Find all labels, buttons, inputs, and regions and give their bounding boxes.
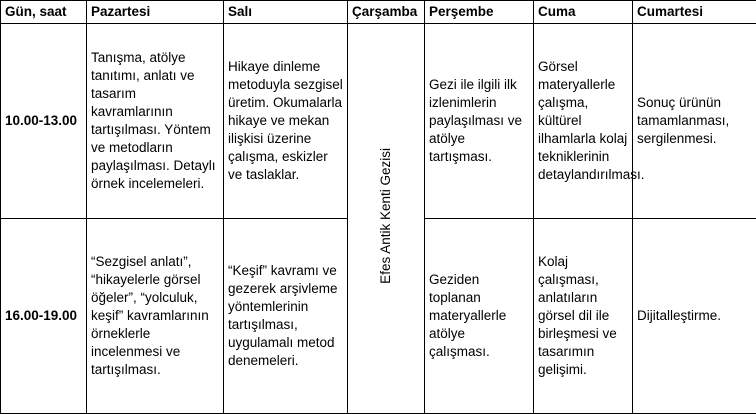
- time-slot-morning: 10.00-13.00: [1, 24, 87, 219]
- header-row: [1, 1, 756, 24]
- cell-sali-morning: Hikaye dinleme metoduyla sezgisel üretim. Okumalarla hikaye ve mekan ilişkisi üzerine çalışma, eskizler ve taslaklar.: [224, 24, 348, 219]
- cell-cuma-afternoon: Kolaj çalışması, anlatıların görsel dil ile birleşmesi ve tasarımın gelişimi.: [534, 219, 633, 414]
- cell-cumartesi-morning: Sonuç ürünün tamamlanması, sergilenmesi.: [633, 24, 756, 219]
- time-slot-afternoon: 16.00-19.00: [1, 219, 87, 414]
- cell-cuma-morning: Görsel materyallerle çalışma, kültürel ilhamlarla kolaj tekniklerinin detaylandırılması.: [534, 24, 633, 219]
- header-persembe: Perşembe: [425, 1, 534, 24]
- header-cuma: Cuma: [534, 1, 633, 24]
- carsamba-trip-text: Efes Antik Kenti Gezisi: [377, 148, 395, 284]
- schedule-row-morning: [1, 24, 756, 219]
- cell-persembe-afternoon: Geziden toplanan materyallerle atölye çalışması.: [425, 219, 534, 414]
- header-pazartesi: Pazartesi: [87, 1, 224, 24]
- header-sali: Salı: [224, 1, 348, 24]
- cell-pazartesi-morning: Tanışma, atölye tanıtımı, anlatı ve tasarım kavramlarının tartışılması. Yöntem ve metodların paylaşılması. Detaylı örnek incelemeleri.: [87, 24, 224, 219]
- header-cumartesi: Cumartesi: [633, 1, 756, 24]
- cell-pazartesi-afternoon: “Sezgisel anlatı”, “hikayelerle görsel öğeler”, “yolculuk, keşif” kavramlarının örneklerle incelenmesi ve tartışılması.: [87, 219, 224, 414]
- header-carsamba: Çarşamba: [348, 1, 425, 24]
- cell-cumartesi-afternoon: Dijitalleştirme.: [633, 219, 756, 414]
- cell-persembe-morning: Gezi ile ilgili ilk izlenimlerin paylaşılması ve atölye tartışması.: [425, 24, 534, 219]
- header-time: Gün, saat: [1, 1, 87, 24]
- cell-sali-afternoon: “Keşif” kavramı ve gezerek arşivleme yöntemlerinin tartışılması, uygulamalı metod denemeleri.: [224, 219, 348, 414]
- cell-carsamba-merged: [348, 24, 425, 414]
